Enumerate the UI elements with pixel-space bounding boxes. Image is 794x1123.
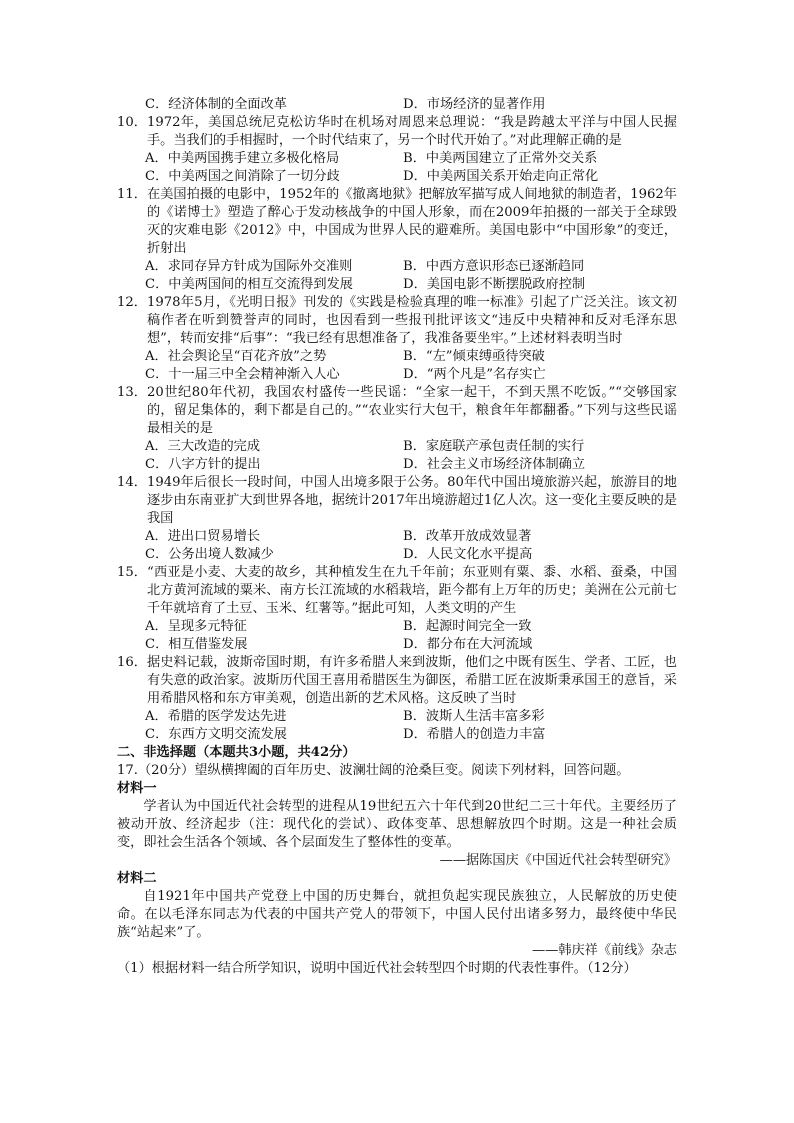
question-options (117, 258, 677, 294)
question-stem: 1972年，美国总统尼克松访华时在机场对周恩来总理说：“我是跨越太平洋与中国人民握手。当我们的手相握时，一个时代结束了，另一个时代开始了。”对此理解正确的是 (146, 115, 677, 148)
option-c: C．相互借鉴发展 (145, 637, 248, 652)
option-a: A．中美两国携手建立多极化格局 (145, 151, 340, 166)
option-d: D．美国电影不断摆脱政府控制 (403, 277, 586, 292)
question-13 (117, 384, 677, 474)
material-1-source: ——据陈国庆《中国近代社会转型研究》 (439, 853, 677, 868)
question-options (117, 348, 677, 384)
question-stem: 在美国拍摄的电影中，1952年的《撤离地狱》把解放军描写成人间地狱的制造者，1962年的《诺博士》塑造了醉心于发动核战争的中国人形象，而在2009年拍摄的一部关于全球毁灭的灾难电影《2012》中，中国成为世界人民的避难所。美国电影中“中国形象”的变迁，折射出 (146, 187, 677, 256)
question-number: 12． (117, 295, 147, 310)
option-b: B．中西方意识形态已逐渐趋同 (403, 259, 585, 274)
question-number: 16． (117, 655, 147, 670)
question-options (117, 618, 677, 654)
question-stem: 据史料记载，波斯帝国时期，有许多希腊人来到波斯，他们之中既有医生、学者、工匠，也有失意的政治家。波斯历代国王喜用希腊医生为御医，希腊工匠在波斯秉承国王的意旨，采用希腊风格和东方审美观，创造出新的艺术风格。这反映了当时 (146, 655, 677, 706)
option-a: A．进出口贸易增长 (145, 529, 261, 544)
q9-option-c: C．经济体制的全面改革 (145, 97, 287, 112)
question-15 (117, 564, 677, 654)
option-d: D．希腊人的创造力丰富 (403, 727, 546, 742)
question-number: 11． (117, 187, 147, 202)
question-11 (117, 186, 677, 294)
exam-content (117, 96, 677, 978)
question-stem: 20世纪80年代初，我国农村盛传一些民谣：“全家一起干，不到天黑不吃饭。”“交够国家的，留足集体的，剩下都是自己的。”“农业实行大包干，粮食年年都翻番。”下列与这些民谣最相关的是 (146, 385, 677, 436)
option-b: B．改革开放成效显著 (403, 529, 532, 544)
question-options (117, 528, 677, 564)
sub-question-1: （1）根据材料一结合所学知识，说明中国近代社会转型四个时期的代表性事件。（12分） (117, 961, 637, 976)
option-b: B．波斯人生活丰富多彩 (403, 709, 545, 724)
option-c: C．中美两国之间消除了一切分歧 (145, 169, 340, 184)
option-c: C．中美两国间的相互交流得到发展 (145, 277, 353, 292)
option-d: D．“两个凡是”名存实亡 (403, 367, 546, 382)
option-b: B．中美两国建立了正常外交关系 (403, 151, 598, 166)
question-number: 13． (117, 385, 147, 400)
question-number: 15． (117, 565, 147, 580)
question-number: 14． (117, 475, 147, 490)
option-d: D．社会主义市场经济体制确立 (403, 457, 586, 472)
question-14 (117, 474, 677, 564)
section-title: 二、非选择题（本题共3小题，共42分） (117, 745, 356, 760)
option-d: D．中美两国关系开始走向正常化 (403, 169, 599, 184)
option-b: B．起源时间完全一致 (403, 619, 532, 634)
option-d: D．人民文化水平提高 (403, 547, 533, 562)
material-2-label: 材料二 (117, 871, 157, 886)
question-options (117, 438, 677, 474)
question-number: 10． (117, 115, 147, 130)
option-c: C．东西方文明交流发展 (145, 727, 287, 742)
question-12 (117, 294, 677, 384)
material-2-text: 自1921年中国共产党登上中国的历史舞台，就担负起实现民族独立，人民解放的历史使命。在以毛泽东同志为代表的中国共产党人的带领下，中国人民付出诸多努力，最终使中华民族“站起来”了。 (117, 889, 677, 940)
option-a: A．三大改造的完成 (145, 439, 261, 454)
option-b: B．家庭联产承包责任制的实行 (403, 439, 585, 454)
question-options (117, 708, 677, 744)
option-a: A．希腊的医学发达先进 (145, 709, 287, 724)
question-17-intro: 17.（20分）望纵横捭阖的百年历史、波澜壮阔的沧桑巨变。阅读下列材料，回答问题。 (117, 763, 630, 778)
option-c: C．公务出境人数减少 (145, 547, 274, 562)
question-stem: 1978年5月，《光明日报》刊发的《实践是检验真理的唯一标准》引起了广泛关注。该文初稿作者在听到赞誉声的同时，也因看到一些报刊批评该文“违反中央精神和反对毛泽东思想”，转而安排“后事”：“我已经有思想准备了，我准备要坐牢。”上述材料表明当时 (146, 295, 677, 346)
option-b: B．“左”倾束缚亟待突破 (403, 349, 545, 364)
question-options (117, 150, 677, 186)
option-a: A．求同存异方针成为国际外交准则 (145, 259, 353, 274)
question-16 (117, 654, 677, 744)
option-a: A．呈现多元特征 (145, 619, 247, 634)
question-10 (117, 114, 677, 186)
option-c: C．八字方针的提出 (145, 457, 261, 472)
material-1-label: 材料一 (117, 781, 157, 796)
q9-option-d: D．市场经济的显著作用 (403, 97, 546, 112)
option-a: A．社会舆论呈“百花齐放”之势 (145, 349, 327, 364)
option-d: D．都分布在大河流域 (403, 637, 533, 652)
option-c: C．十一届三中全会精神渐入人心 (145, 367, 340, 382)
q9-options (117, 96, 677, 114)
question-stem: 1949年后很长一段时间，中国人出境多限于公务。80年代中国出境旅游兴起，旅游目的地逐步由东南亚扩大到世界各地，据统计2017年出境游超过1亿人次。这一变化主要反映的是我国 (146, 475, 677, 526)
question-stem: “西亚是小麦、大麦的故乡，其种植发生在九千年前；东亚则有粟、黍、水稻、蚕桑，中国北方黄河流域的粟米、南方长江流域的水稻栽培，距今都有上万年的历史；美洲在公元前七千年就培育了土豆、玉米、红薯等。”据此可知，人类文明的产生 (146, 565, 677, 616)
material-1-text: 学者认为中国近代社会转型的进程从19世纪五六十年代到20世纪二三十年代。主要经历了被动开放、经济起步（注：现代化的尝试）、政体变革、思想解放四个时期。这是一种社会质变，即社会生活各个领域、各个层面发生了整体性的变革。 (117, 799, 677, 850)
material-2-source: ——韩庆祥《前线》杂志 (531, 943, 677, 958)
